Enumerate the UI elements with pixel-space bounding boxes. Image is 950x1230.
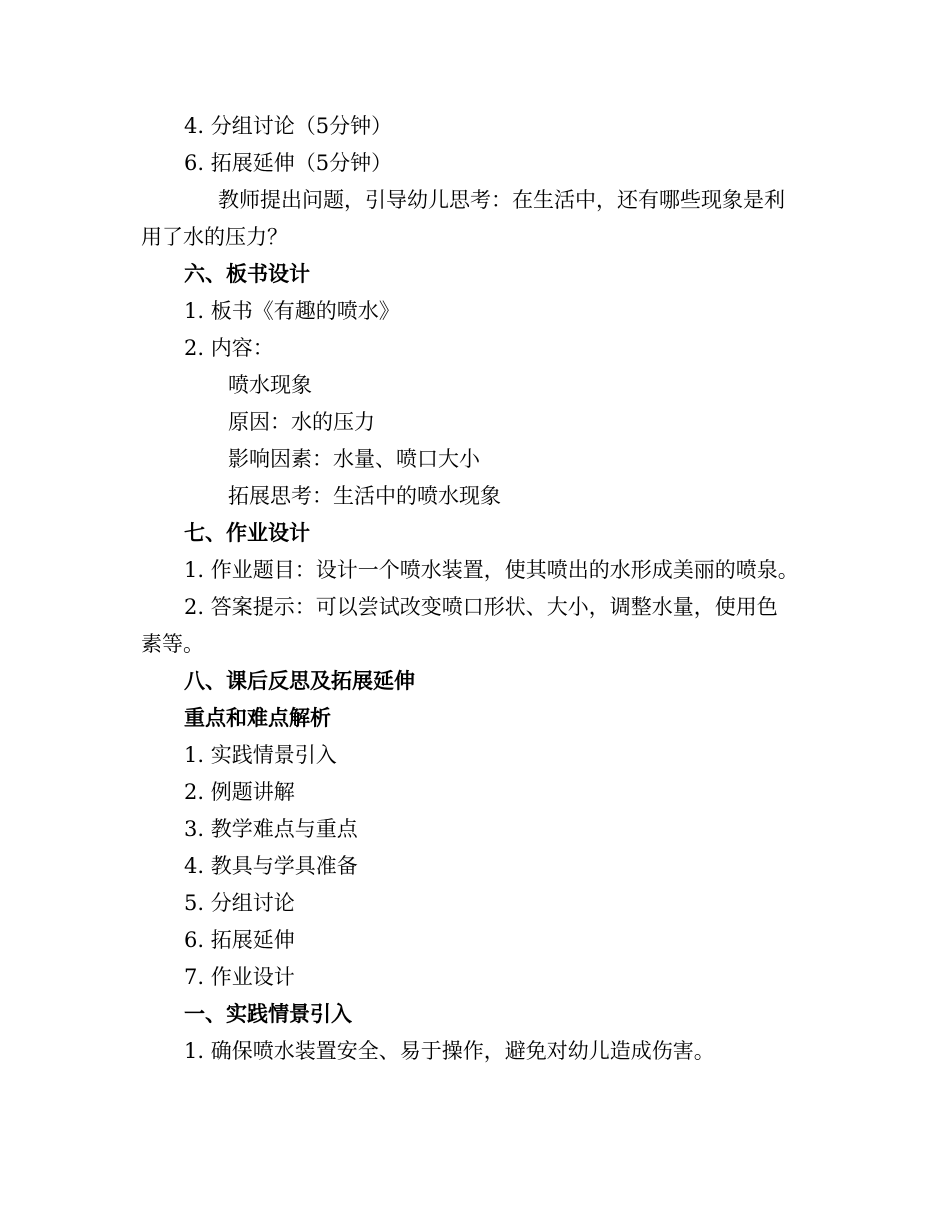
section-heading-practice-intro: 一、实践情景引入 <box>184 1002 352 1026</box>
list-item: 2. 例题讲解 <box>184 780 295 804</box>
board-content-line: 喷水现象 <box>228 373 312 397</box>
list-item: 2. 答案提示：可以尝试改变喷口形状、大小，调整水量，使用色 <box>184 595 778 619</box>
list-item: 2. 内容： <box>184 336 274 360</box>
section-heading-board-design: 六、板书设计 <box>184 262 310 286</box>
list-item: 4. 教具与学具准备 <box>184 854 358 878</box>
list-item-group-discussion: 4. 分组讨论（5分钟） <box>184 114 393 138</box>
list-item: 1. 板书《有趣的喷水》 <box>184 299 400 323</box>
paragraph-line: 教师提出问题，引导幼儿思考：在生活中，还有哪些现象是利 <box>218 188 785 212</box>
list-item: 7. 作业设计 <box>184 965 295 989</box>
board-content-line: 原因：水的压力 <box>228 410 375 434</box>
list-item: 6. 拓展延伸 <box>184 928 295 952</box>
list-item-extension: 6. 拓展延伸（5分钟） <box>184 151 393 175</box>
paragraph-line: 用了水的压力？ <box>141 225 288 249</box>
list-item: 5. 分组讨论 <box>184 891 295 915</box>
board-content-line: 拓展思考：生活中的喷水现象 <box>228 484 501 508</box>
section-heading-homework: 七、作业设计 <box>184 521 310 545</box>
list-item: 1. 确保喷水装置安全、易于操作，避免对幼儿造成伤害。 <box>184 1039 715 1063</box>
section-heading-reflection: 八、课后反思及拓展延伸 <box>184 669 415 693</box>
board-content-line: 影响因素：水量、喷口大小 <box>228 447 480 471</box>
subsection-heading-key-points: 重点和难点解析 <box>184 706 331 730</box>
list-item: 1. 实践情景引入 <box>184 743 337 767</box>
paragraph-line: 素等。 <box>141 632 204 656</box>
list-item: 3. 教学难点与重点 <box>184 817 358 841</box>
list-item: 1. 作业题目：设计一个喷水装置，使其喷出的水形成美丽的喷泉。 <box>184 558 799 582</box>
